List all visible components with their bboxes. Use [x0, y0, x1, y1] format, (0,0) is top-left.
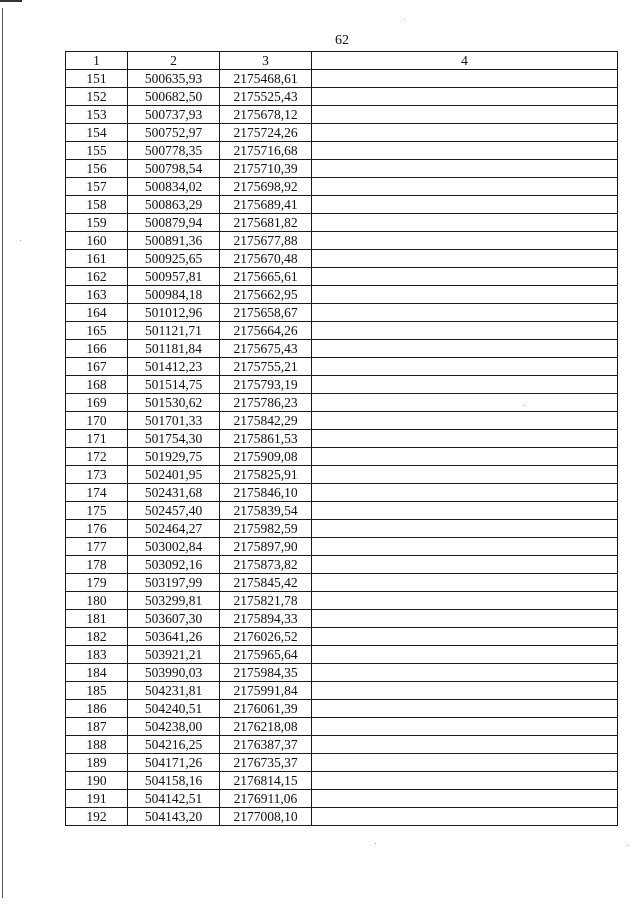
y-coordinate-cell: 2175755,21: [220, 358, 312, 376]
x-coordinate-cell: 503299,81: [128, 592, 220, 610]
table-row: [66, 592, 618, 610]
note-cell: [312, 358, 618, 376]
note-cell: [312, 466, 618, 484]
scan-left-edge: [2, 8, 3, 898]
note-cell: [312, 304, 618, 322]
point-number-cell: 155: [66, 142, 128, 160]
note-cell: [312, 592, 618, 610]
note-cell: [312, 484, 618, 502]
point-number-cell: 173: [66, 466, 128, 484]
table-row: [66, 466, 618, 484]
x-coordinate-cell: 501530,62: [128, 394, 220, 412]
note-cell: [312, 160, 618, 178]
column-header-3: 3: [220, 52, 312, 70]
point-number-cell: 190: [66, 772, 128, 790]
scan-speck: [610, 770, 611, 772]
note-cell: [312, 754, 618, 772]
note-cell: [312, 574, 618, 592]
point-number-cell: 151: [66, 70, 128, 88]
point-number-cell: 176: [66, 520, 128, 538]
y-coordinate-cell: 2175716,68: [220, 142, 312, 160]
y-coordinate-cell: 2175839,54: [220, 502, 312, 520]
y-coordinate-cell: 2176218,08: [220, 718, 312, 736]
x-coordinate-cell: 504143,20: [128, 808, 220, 826]
x-coordinate-cell: 501701,33: [128, 412, 220, 430]
table-row: [66, 772, 618, 790]
table-row: [66, 394, 618, 412]
y-coordinate-cell: 2176814,15: [220, 772, 312, 790]
y-coordinate-cell: 2175894,33: [220, 610, 312, 628]
note-cell: [312, 430, 618, 448]
table-body: [66, 70, 618, 826]
y-coordinate-cell: 2175665,61: [220, 268, 312, 286]
table-row: [66, 268, 618, 286]
y-coordinate-cell: 2175842,29: [220, 412, 312, 430]
note-cell: [312, 106, 618, 124]
y-coordinate-cell: 2176387,37: [220, 736, 312, 754]
point-number-cell: 178: [66, 556, 128, 574]
table-row: [66, 664, 618, 682]
table-row: [66, 286, 618, 304]
point-number-cell: 168: [66, 376, 128, 394]
table-row: [66, 736, 618, 754]
note-cell: [312, 196, 618, 214]
table-row: [66, 808, 618, 826]
point-number-cell: 186: [66, 700, 128, 718]
point-number-cell: 153: [66, 106, 128, 124]
table-header-row: [66, 52, 618, 70]
y-coordinate-cell: 2175825,91: [220, 466, 312, 484]
scan-speck: [375, 843, 376, 844]
note-cell: [312, 394, 618, 412]
note-cell: [312, 340, 618, 358]
x-coordinate-cell: 500778,35: [128, 142, 220, 160]
note-cell: [312, 142, 618, 160]
note-cell: [312, 322, 618, 340]
table-row: [66, 574, 618, 592]
table-row: [66, 412, 618, 430]
table-row: [66, 610, 618, 628]
note-cell: [312, 700, 618, 718]
table-row: [66, 376, 618, 394]
note-cell: [312, 124, 618, 142]
point-number-cell: 185: [66, 682, 128, 700]
point-number-cell: 162: [66, 268, 128, 286]
y-coordinate-cell: 2175678,12: [220, 106, 312, 124]
table-row: [66, 124, 618, 142]
y-coordinate-cell: 2175468,61: [220, 70, 312, 88]
y-coordinate-cell: 2175846,10: [220, 484, 312, 502]
point-number-cell: 157: [66, 178, 128, 196]
y-coordinate-cell: 2175991,84: [220, 682, 312, 700]
x-coordinate-cell: 502457,40: [128, 502, 220, 520]
y-coordinate-cell: 2175786,23: [220, 394, 312, 412]
point-number-cell: 171: [66, 430, 128, 448]
note-cell: [312, 412, 618, 430]
table-row: [66, 88, 618, 106]
note-cell: [312, 538, 618, 556]
x-coordinate-cell: 501514,75: [128, 376, 220, 394]
table-row: [66, 70, 618, 88]
note-cell: [312, 664, 618, 682]
note-cell: [312, 268, 618, 286]
y-coordinate-cell: 2175821,78: [220, 592, 312, 610]
y-coordinate-cell: 2176061,39: [220, 700, 312, 718]
x-coordinate-cell: 504158,16: [128, 772, 220, 790]
point-number-cell: 180: [66, 592, 128, 610]
note-cell: [312, 610, 618, 628]
note-cell: [312, 502, 618, 520]
table-row: [66, 646, 618, 664]
point-number-cell: 167: [66, 358, 128, 376]
note-cell: [312, 286, 618, 304]
y-coordinate-cell: 2175873,82: [220, 556, 312, 574]
y-coordinate-cell: 2175897,90: [220, 538, 312, 556]
table-row: [66, 106, 618, 124]
x-coordinate-cell: 503002,84: [128, 538, 220, 556]
point-number-cell: 159: [66, 214, 128, 232]
y-coordinate-cell: 2175710,39: [220, 160, 312, 178]
note-cell: [312, 448, 618, 466]
x-coordinate-cell: 500879,94: [128, 214, 220, 232]
point-number-cell: 183: [66, 646, 128, 664]
x-coordinate-cell: 504231,81: [128, 682, 220, 700]
y-coordinate-cell: 2175689,41: [220, 196, 312, 214]
x-coordinate-cell: 503607,30: [128, 610, 220, 628]
y-coordinate-cell: 2175984,35: [220, 664, 312, 682]
y-coordinate-cell: 2175724,26: [220, 124, 312, 142]
note-cell: [312, 250, 618, 268]
y-coordinate-cell: 2175909,08: [220, 448, 312, 466]
x-coordinate-cell: 501754,30: [128, 430, 220, 448]
note-cell: [312, 682, 618, 700]
table-row: [66, 340, 618, 358]
table-row: [66, 754, 618, 772]
point-number-cell: 182: [66, 628, 128, 646]
y-coordinate-cell: 2175681,82: [220, 214, 312, 232]
scan-corner-mark: [0, 0, 22, 2]
x-coordinate-cell: 501412,23: [128, 358, 220, 376]
table-row: [66, 160, 618, 178]
page-number: 62: [335, 33, 349, 48]
x-coordinate-cell: 500682,50: [128, 88, 220, 106]
x-coordinate-cell: 501121,71: [128, 322, 220, 340]
x-coordinate-cell: 503092,16: [128, 556, 220, 574]
point-number-cell: 181: [66, 610, 128, 628]
y-coordinate-cell: 2175698,92: [220, 178, 312, 196]
y-coordinate-cell: 2175982,59: [220, 520, 312, 538]
y-coordinate-cell: 2176026,52: [220, 628, 312, 646]
point-number-cell: 156: [66, 160, 128, 178]
point-number-cell: 166: [66, 340, 128, 358]
point-number-cell: 172: [66, 448, 128, 466]
y-coordinate-cell: 2176911,06: [220, 790, 312, 808]
point-number-cell: 158: [66, 196, 128, 214]
table-row: [66, 628, 618, 646]
note-cell: [312, 232, 618, 250]
y-coordinate-cell: 2176735,37: [220, 754, 312, 772]
x-coordinate-cell: 503990,03: [128, 664, 220, 682]
y-coordinate-cell: 2175675,43: [220, 340, 312, 358]
x-coordinate-cell: 502401,95: [128, 466, 220, 484]
x-coordinate-cell: 501929,75: [128, 448, 220, 466]
y-coordinate-cell: 2175965,64: [220, 646, 312, 664]
note-cell: [312, 736, 618, 754]
table-row: [66, 358, 618, 376]
column-header-1: 1: [66, 52, 128, 70]
x-coordinate-cell: 504240,51: [128, 700, 220, 718]
x-coordinate-cell: 501181,84: [128, 340, 220, 358]
note-cell: [312, 214, 618, 232]
x-coordinate-cell: 502431,68: [128, 484, 220, 502]
point-number-cell: 164: [66, 304, 128, 322]
point-number-cell: 163: [66, 286, 128, 304]
x-coordinate-cell: 500863,29: [128, 196, 220, 214]
table-row: [66, 250, 618, 268]
point-number-cell: 188: [66, 736, 128, 754]
table-row: [66, 232, 618, 250]
x-coordinate-cell: 500925,65: [128, 250, 220, 268]
point-number-cell: 184: [66, 664, 128, 682]
note-cell: [312, 178, 618, 196]
y-coordinate-cell: 2175845,42: [220, 574, 312, 592]
table-row: [66, 322, 618, 340]
table-row: [66, 790, 618, 808]
x-coordinate-cell: 504171,26: [128, 754, 220, 772]
table-row: [66, 142, 618, 160]
note-cell: [312, 520, 618, 538]
note-cell: [312, 70, 618, 88]
point-number-cell: 170: [66, 412, 128, 430]
table-row: [66, 304, 618, 322]
x-coordinate-cell: 500635,93: [128, 70, 220, 88]
x-coordinate-cell: 503641,26: [128, 628, 220, 646]
y-coordinate-cell: 2175662,95: [220, 286, 312, 304]
y-coordinate-cell: 2175664,26: [220, 322, 312, 340]
note-cell: [312, 790, 618, 808]
column-header-2: 2: [128, 52, 220, 70]
table-row: [66, 196, 618, 214]
y-coordinate-cell: 2175525,43: [220, 88, 312, 106]
note-cell: [312, 376, 618, 394]
x-coordinate-cell: 502464,27: [128, 520, 220, 538]
point-number-cell: 161: [66, 250, 128, 268]
coordinates-table: [65, 51, 618, 826]
table-row: [66, 700, 618, 718]
table-row: [66, 538, 618, 556]
table-row: [66, 448, 618, 466]
table-row: [66, 520, 618, 538]
note-cell: [312, 88, 618, 106]
table-row: [66, 682, 618, 700]
table-row: [66, 718, 618, 736]
point-number-cell: 187: [66, 718, 128, 736]
scan-speck: [628, 845, 629, 846]
scan-speck: [523, 405, 524, 406]
x-coordinate-cell: 504142,51: [128, 790, 220, 808]
scan-speck: [404, 19, 405, 20]
x-coordinate-cell: 504238,00: [128, 718, 220, 736]
point-number-cell: 179: [66, 574, 128, 592]
x-coordinate-cell: 500737,93: [128, 106, 220, 124]
y-coordinate-cell: 2175677,88: [220, 232, 312, 250]
point-number-cell: 160: [66, 232, 128, 250]
y-coordinate-cell: 2175670,48: [220, 250, 312, 268]
x-coordinate-cell: 500891,36: [128, 232, 220, 250]
point-number-cell: 191: [66, 790, 128, 808]
table-row: [66, 502, 618, 520]
point-number-cell: 154: [66, 124, 128, 142]
note-cell: [312, 646, 618, 664]
x-coordinate-cell: 500798,54: [128, 160, 220, 178]
table-row: [66, 214, 618, 232]
x-coordinate-cell: 504216,25: [128, 736, 220, 754]
note-cell: [312, 718, 618, 736]
point-number-cell: 192: [66, 808, 128, 826]
note-cell: [312, 772, 618, 790]
point-number-cell: 189: [66, 754, 128, 772]
y-coordinate-cell: 2177008,10: [220, 808, 312, 826]
table-row: [66, 556, 618, 574]
scan-speck: [20, 240, 21, 241]
note-cell: [312, 556, 618, 574]
x-coordinate-cell: 503921,21: [128, 646, 220, 664]
x-coordinate-cell: 503197,99: [128, 574, 220, 592]
x-coordinate-cell: 500984,18: [128, 286, 220, 304]
x-coordinate-cell: 500957,81: [128, 268, 220, 286]
point-number-cell: 152: [66, 88, 128, 106]
note-cell: [312, 628, 618, 646]
point-number-cell: 174: [66, 484, 128, 502]
table-row: [66, 484, 618, 502]
table-row: [66, 178, 618, 196]
table-row: [66, 430, 618, 448]
y-coordinate-cell: 2175861,53: [220, 430, 312, 448]
x-coordinate-cell: 500834,02: [128, 178, 220, 196]
point-number-cell: 169: [66, 394, 128, 412]
point-number-cell: 165: [66, 322, 128, 340]
y-coordinate-cell: 2175658,67: [220, 304, 312, 322]
column-header-4: 4: [312, 52, 618, 70]
y-coordinate-cell: 2175793,19: [220, 376, 312, 394]
point-number-cell: 177: [66, 538, 128, 556]
note-cell: [312, 808, 618, 826]
x-coordinate-cell: 501012,96: [128, 304, 220, 322]
point-number-cell: 175: [66, 502, 128, 520]
x-coordinate-cell: 500752,97: [128, 124, 220, 142]
